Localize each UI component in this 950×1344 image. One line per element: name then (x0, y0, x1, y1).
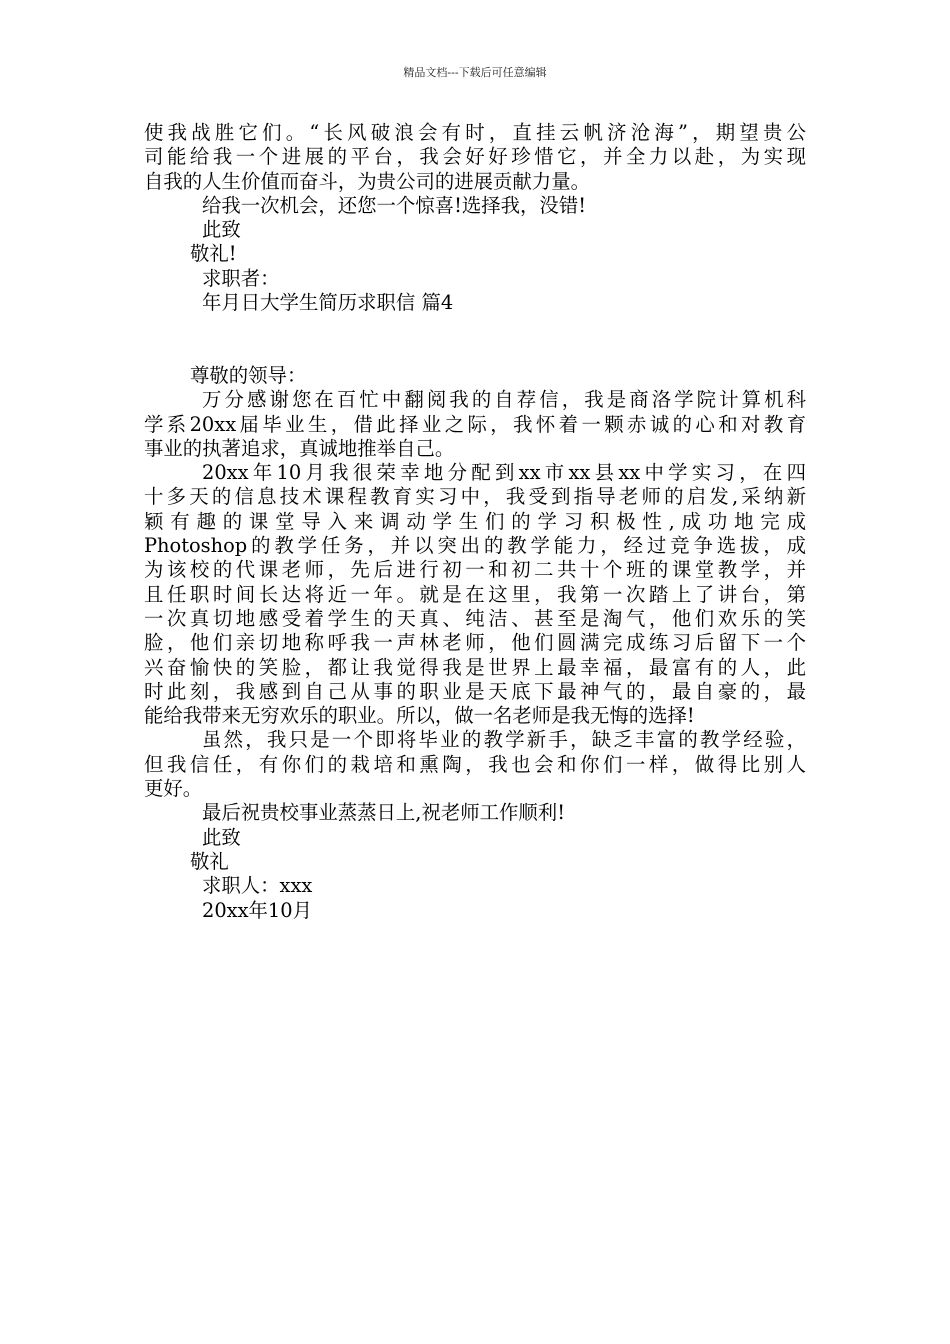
paragraph-line: 更好。 (144, 777, 203, 801)
paragraph-line: 虽然，我只是一个即将毕业的教学新手，缺乏丰富的教学经验， (202, 728, 806, 752)
paragraph-line: 且任职时间长达将近一年。就是在这里，我第一次踏上了讲台，第 (144, 582, 806, 606)
paragraph-line: 脸，他们亲切地称呼我一声林老师，他们圆满完成练习后留下一个 (144, 631, 806, 655)
signature-name: 求职人：xxx (202, 874, 313, 898)
signature-date: 20xx年10月 (202, 898, 313, 922)
paragraph-line: 十多天的信息技术课程教育实习中，我受到指导老师的启发,采纳新 (144, 485, 806, 509)
paragraph-line: 司能给我一个进展的平台，我会好好珍惜它，并全力以赴，为实现 (144, 145, 806, 169)
paragraph-line: 一次真切地感受着学生的天真、纯洁、甚至是淘气，他们欢乐的笑 (144, 606, 806, 630)
paragraph-line: 事业的执著追求，真诚地推举自己。 (144, 436, 455, 460)
signature-label: 求职者： (202, 266, 280, 290)
paragraph-line: 能给我带来无穷欢乐的职业。所以，做一名老师是我无悔的选择! (144, 704, 695, 728)
paragraph-line: 颖有趣的课堂导入来调动学生们的学习积极性,成功地完成 (144, 509, 806, 533)
paragraph-line: 自我的人生价值而奋斗，为贵公司的进展贡献力量。 (144, 169, 590, 193)
letter-body (144, 121, 806, 923)
closing-regards: 敬礼 (190, 849, 229, 873)
section-title: 年月日大学生简历求职信 篇4 (202, 291, 454, 315)
paragraph-line: 但我信任，有你们的栽培和熏陶，我也会和你们一样，做得比别人 (144, 752, 806, 776)
paragraph-line: 20xx年10月我很荣幸地分配到xx市xx县xx中学实习，在四 (202, 461, 806, 485)
paragraph-line: Photoshop的教学任务，并以突出的教学能力，经过竞争选拔，成 (144, 534, 806, 558)
paragraph-line: 学系20xx届毕业生，借此择业之际，我怀着一颗赤诚的心和对教育 (144, 412, 806, 436)
paragraph-line: 最后祝贵校事业蒸蒸日上,祝老师工作顺利! (202, 801, 565, 825)
greeting: 尊敬的领导： (190, 363, 307, 387)
blank-space (144, 315, 806, 364)
closing-salutation: 此致 (202, 218, 241, 242)
paragraph-line: 兴奋愉快的笑脸，都让我觉得我是世界上最幸福，最富有的人，此 (144, 655, 806, 679)
paragraph-line: 时此刻，我感到自己从事的职业是天底下最神气的，最自豪的，最 (144, 679, 806, 703)
paragraph-line: 使我战胜它们。“长风破浪会有时，直挂云帆济沧海”，期望贵公 (144, 121, 806, 144)
closing-regards: 敬礼! (190, 242, 237, 266)
paragraph-line: 万分感谢您在百忙中翻阅我的自荐信，我是商洛学院计算机科 (202, 388, 806, 412)
closing-salutation: 此致 (202, 825, 241, 849)
paragraph-line: 为该校的代课老师，先后进行初一和初二共十个班的课堂教学，并 (144, 558, 806, 582)
page-header: 精品文档---下载后可任意编辑 (403, 66, 547, 79)
paragraph-line: 给我一次机会，还您一个惊喜!选择我，没错! (202, 193, 587, 217)
